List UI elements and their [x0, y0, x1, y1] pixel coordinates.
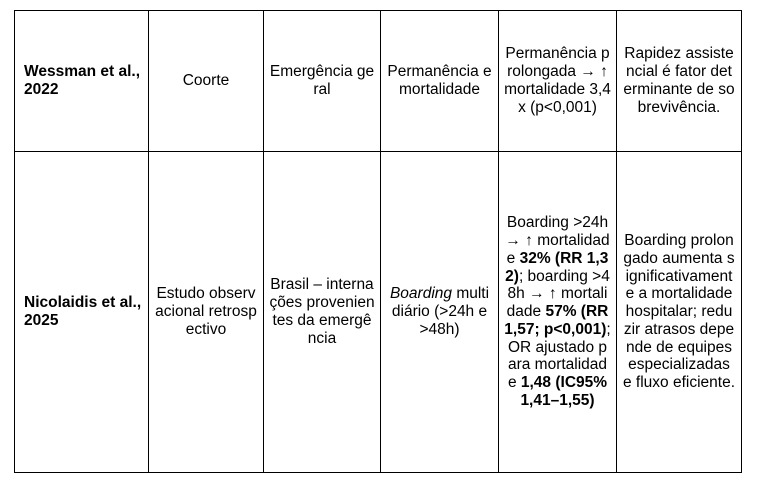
studies-table	[14, 10, 742, 473]
exposure-cell: Permanência e mortalidade	[381, 11, 499, 152]
result-bold-3: 1,48 (IC95% 1,41–1,55)	[520, 374, 608, 410]
result-cell: Permanência prolongada → ↑ mortalidade 3,4x (p<0,001)	[499, 11, 617, 152]
result-text-2: ; boarding >48h → ↑ mortalidade	[506, 267, 610, 321]
author-cell: Wessman et al., 2022	[15, 11, 149, 152]
table-row	[15, 11, 742, 152]
result-bold-2: 57% (RR 1,57; p<0,001)	[504, 303, 609, 338]
result-text-3: ; OR ajustado para mortalidade	[507, 320, 611, 392]
conclusion-cell: Rapidez assistencial é fator determinante de sobrevivência.	[617, 11, 742, 152]
setting-cell: Brasil – internações provenientes da emergência	[264, 152, 381, 473]
result-text-1: Boarding >24h → ↑ mortalidade	[505, 214, 610, 267]
design-cell: Estudo observacional retrospectivo	[149, 152, 264, 473]
table-row	[15, 152, 742, 473]
exposure-cell	[381, 152, 499, 473]
result-bold-1: 32% (RR 1,32)	[505, 249, 609, 285]
author-cell: Nicolaidis et al., 2025	[15, 152, 149, 473]
exposure-text: multidiário (>24h e >48h)	[391, 285, 490, 338]
design-cell: Coorte	[149, 11, 264, 152]
result-cell	[499, 152, 617, 473]
setting-cell: Emergência geral	[264, 11, 381, 152]
conclusion-cell: Boarding prolongado aumenta significativamente a mortalidade hospitalar; reduzir atrasos depende de equipes especializadas e fluxo eficiente.	[617, 152, 742, 473]
exposure-emphasis: Boarding	[389, 285, 452, 303]
